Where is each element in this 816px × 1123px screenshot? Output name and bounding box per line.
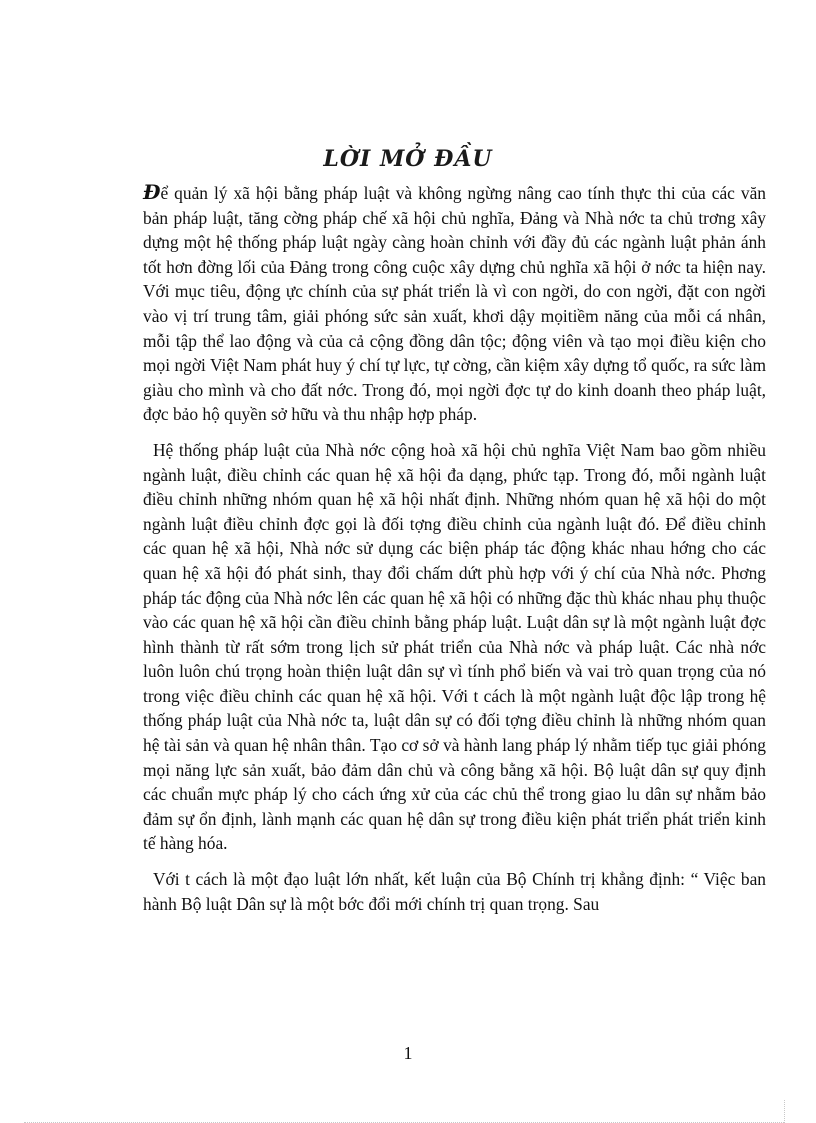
page-number: 1	[403, 1043, 413, 1063]
body-text	[143, 180, 766, 927]
paragraph-text: ể quản lý xã hội bằng pháp luật và không ngừng nâng cao tính thực thi của các văn bản pháp luật, tăng cờng pháp chế xã hội chủ nghĩa, Đảng và Nhà nớc ta chủ trơng xây dựng một hệ thống pháp luật ngày càng hoàn chỉnh với đầy đủ các ngành luật phản ánh tốt hơn đờng lối của Đảng trong công cuộc xây dựng chủ nghĩa xã hội ở nớc ta hiện nay. Với mục tiêu, động ực chính của sự phát triển là vì con ngời, do con ngời, đặt con ngời vào vị trí trung tâm, giải phóng sức sản xuất, khơi dậy mọitiềm năng của mỗi cá nhân, mỗi tập thể lao động và của cả cộng đồng dân tộc; động viên và tạo mọi điều kiện cho mọi ngời Việt Nam phát huy ý chí tự lực, tự cờng, cần kiệm xây dựng tổ quốc, ra sức làm giàu cho mình và cho đất nớc. Trong đó, mọi ngời đợc tự do kinh doanh theo pháp luật, đợc bảo hộ quyền sở hữu và thu nhập hợp pháp.	[143, 183, 766, 425]
paragraph-2	[143, 438, 766, 856]
drop-cap: Đ	[143, 180, 161, 204]
page-border-right	[784, 1100, 785, 1123]
paragraph-3	[143, 867, 766, 916]
paragraph-text: Với t cách là một đạo luật lớn nhất, kết luận của Bộ Chính trị khẳng định: “ Việc ban hành Bộ luật Dân sự là một bớc đổi mới chính trị quan trọng. Sau	[143, 869, 766, 914]
page-title: LỜI MỞ ĐẦU	[323, 146, 493, 172]
paragraph-1	[143, 180, 766, 427]
paragraph-text: Hệ thống pháp luật của Nhà nớc cộng hoà xã hội chủ nghĩa Việt Nam bao gồm nhiều ngành luật, điều chỉnh các quan hệ xã hội đa dạng, phức tạp. Trong đó, mỗi ngành luật điều chỉnh những nhóm quan hệ xã hội nhất định. Những nhóm quan hệ xã hội do một ngành luật điều chỉnh đợc gọi là đối tợng điều chỉnh của ngành luật đó. Để điều chỉnh các quan hệ xã hội, Nhà nớc sử dụng các biện pháp tác động khác nhau hớng cho các quan hệ xã hội đó phát sinh, thay đổi chấm dứt phù hợp với ý chí của Nhà nớc. Phơng pháp tác động của Nhà nớc lên các quan hệ xã hội có những đặc thù khác nhau phụ thuộc vào các quan hệ xã hội cần điều chỉnh bằng pháp luật. Luật dân sự là một ngành luật đợc hình thành từ rất sớm trong lịch sử phát triển của Nhà nớc và pháp luật. Các nhà nớc luôn luôn chú trọng hoàn thiện luật dân sự vì tính phổ biến và vai trò quan trọng của nó trong việc điều chỉnh các quan hệ xã hội. Với t cách là một ngành luật độc lập trong hệ thống pháp luật của Nhà nớc ta, luật dân sự có đối tợng điều chỉnh là những nhóm quan hệ tài sản và quan hệ nhân thân. Tạo cơ sở và hành lang pháp lý nhằm tiếp tục giải phóng mọi năng lực sản xuất, bảo đảm dân chủ và công bằng xã hội. Bộ luật dân sự quy định các chuẩn mực pháp lý cho cách ứng xử của các chủ thể trong giao lu dân sự nhằm bảo đảm sự ổn định, lành mạnh các quan hệ dân sự trong điều kiện phát triển phát triển kinh tế hàng hóa.	[143, 439, 766, 854]
